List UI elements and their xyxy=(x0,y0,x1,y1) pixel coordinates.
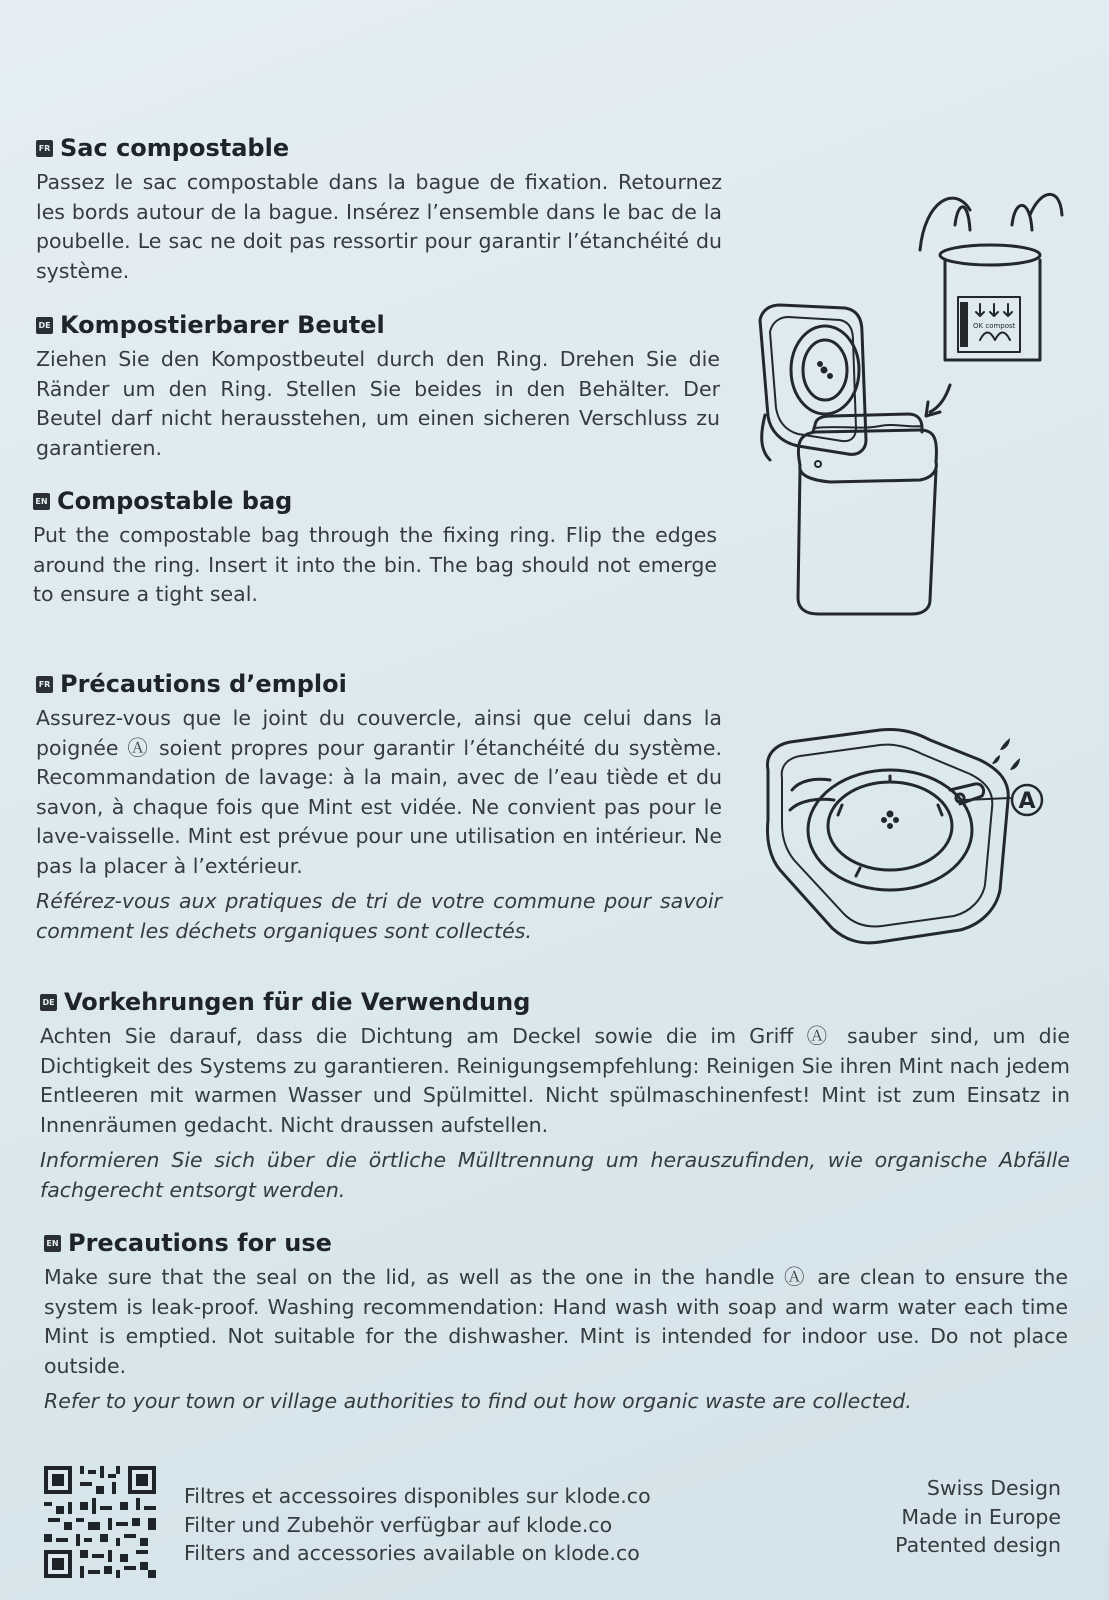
section-heading xyxy=(33,487,717,515)
section-de-bag xyxy=(36,311,720,463)
section-title: Sac compostable xyxy=(60,134,290,162)
lang-badge-fr: FR xyxy=(36,140,53,157)
section-text: Passez le sac compostable dans la bague de fixation. Retournez les bords autour de la bague. Insérez l’ensemble dans le bac de la poubelle. Le sac ne doit pas ressortir pour garantir l’étanchéité du système. xyxy=(36,170,722,283)
section-text: Ziehen Sie den Kompostbeutel durch den Ring. Drehen Sie die Ränder um den Ring. Stellen Sie beides in den Behälter. Der Beutel darf nicht herausstehen, um einen sicheren Verschluss zu garantieren. xyxy=(36,347,720,460)
section-title: Kompostierbarer Beutel xyxy=(60,311,385,339)
callout-a-label: A xyxy=(1018,789,1036,814)
section-text: Put the compostable bag through the fixing ring. Flip the edges around the ring. Insert it into the bin. The bag should not emerge to ensure a tight seal. xyxy=(33,523,717,606)
credit-patented-design: Patented design xyxy=(895,1533,1061,1557)
section-title: Vorkehrungen für die Verwendung xyxy=(64,988,531,1016)
section-heading xyxy=(36,134,722,162)
section-text: Assurez-vous que le joint du couvercle, ainsi que celui dans la poignée Ⓐ soient propres pour garantir l’étanchéité du système. Recommandation de lavage: à la main, avec de l’eau tiède et du savon, à chaque fois que Mint est vidée. Ne convient pas pour le lave-vaisselle. Mint est prévue pour une utilisation en intérieur. Ne pas la placer à l’extérieur. xyxy=(36,706,722,878)
section-note: Informieren Sie sich über die örtliche Mülltrennung um herauszufinden, wie organische Abfälle fachgerecht entsorgt werden. xyxy=(40,1148,1070,1202)
section-title: Compostable bag xyxy=(57,487,293,515)
section-note: Référez-vous aux pratiques de tri de votre commune pour savoir comment les déchets organiques sont collectés. xyxy=(36,889,722,943)
section-en-precautions xyxy=(44,1229,1068,1417)
section-text: Achten Sie darauf, dass die Dichtung am Deckel sowie die im Griff Ⓐ sauber sind, um die Dichtigkeit des Systems zu garantieren. Reinigungsempfehlung: Reinigen Sie ihren Mint nach jedem Entleeren mit warmen Wasser und Spülmittel. Nicht spülmaschinenfest! Mint ist zum Einsatz in Innenräumen gedacht. Nicht draussen aufstellen. xyxy=(40,1024,1070,1137)
lang-badge-en: EN xyxy=(44,1235,61,1252)
lang-badge-de: DE xyxy=(36,317,53,334)
section-fr-bag xyxy=(36,134,722,286)
section-title: Precautions for use xyxy=(68,1229,332,1257)
lid-seal-illustration xyxy=(760,720,1090,960)
footer-link-en[interactable]: Filters and accessories available on klode.co xyxy=(184,1541,640,1565)
section-heading xyxy=(44,1229,1068,1257)
credit-swiss-design: Swiss Design xyxy=(926,1476,1061,1500)
section-note: Refer to your town or village authorities to find out how organic waste are collected. xyxy=(44,1389,912,1413)
section-heading xyxy=(36,670,722,698)
section-de-precautions xyxy=(40,988,1070,1205)
section-heading xyxy=(40,988,1070,1016)
section-en-bag xyxy=(33,487,717,610)
lang-badge-fr: FR xyxy=(36,676,53,693)
footer-credits xyxy=(846,1474,1061,1560)
section-title: Précautions d’emploi xyxy=(60,670,347,698)
section-text: Make sure that the seal on the lid, as well as the one in the handle Ⓐ are clean to ensure the system is leak-proof. Washing recommendation: Hand wash with soap and warm water each time Mint is emptied. Not suitable for the dishwasher. Mint is intended for indoor use. Do not place outside. xyxy=(44,1265,1068,1378)
section-fr-precautions xyxy=(36,670,722,946)
footer-link-fr[interactable]: Filtres et accessoires disponibles sur klode.co xyxy=(184,1484,651,1508)
bag-label-text: OK compost xyxy=(973,322,1016,330)
section-heading xyxy=(36,311,720,339)
bin-with-bag-illustration xyxy=(740,180,1080,630)
footer-links xyxy=(184,1482,651,1568)
credit-made-in-europe: Made in Europe xyxy=(901,1504,1061,1529)
lang-badge-en: EN xyxy=(33,493,50,510)
footer-link-de[interactable]: Filter und Zubehör verfügbar auf klode.co xyxy=(184,1512,613,1537)
qr-code[interactable] xyxy=(44,1466,156,1578)
lang-badge-de: DE xyxy=(40,994,57,1011)
